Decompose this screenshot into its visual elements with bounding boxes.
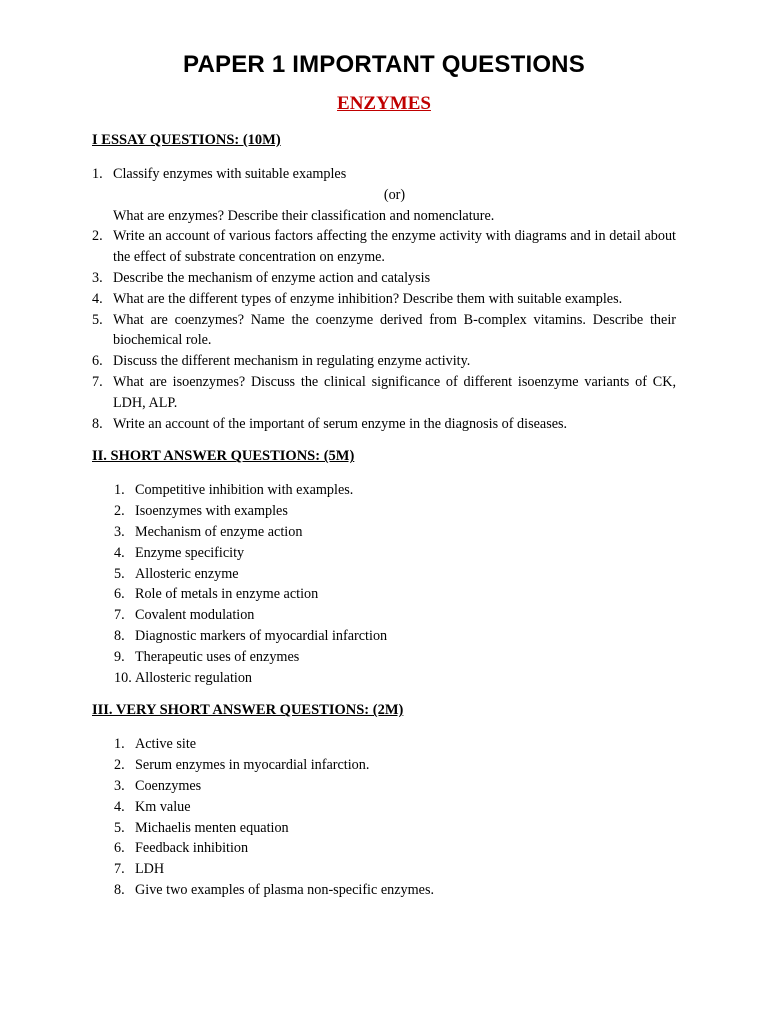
question-number: 4.: [114, 798, 125, 815]
short-answer-question-list: [92, 480, 676, 688]
question-number: 8.: [114, 881, 125, 898]
essay-question: [92, 351, 676, 372]
question-number: 5.: [114, 819, 125, 836]
essay-question: [92, 268, 676, 289]
question-text: Active site: [135, 736, 197, 753]
question-text: Diagnostic markers of myocardial infarction: [135, 627, 388, 644]
question-number: 3.: [114, 777, 125, 794]
question-number: 7.: [114, 607, 125, 624]
question-text: Write an account of the important of serum enzyme in the diagnosis of diseases.: [113, 415, 568, 432]
question-number: 10.: [114, 669, 132, 686]
or-separator: (or): [383, 186, 406, 203]
question-text: Allosteric regulation: [135, 669, 253, 686]
very-short-answer-question: [114, 838, 676, 859]
question-text: Feedback inhibition: [135, 840, 249, 857]
very-short-answer-question: [114, 859, 676, 880]
very-short-answer-section-heading: III. VERY SHORT ANSWER QUESTIONS: (2M): [92, 702, 404, 719]
essay-question: [92, 164, 676, 226]
question-number: 6.: [114, 586, 125, 603]
question-text: Role of metals in enzyme action: [135, 586, 319, 603]
essay-question: [92, 310, 676, 352]
essay-question: [92, 289, 676, 310]
very-short-answer-question-list: [92, 734, 676, 900]
page-subtitle: ENZYMES: [337, 93, 431, 114]
question-number: 7.: [92, 373, 103, 390]
question-number: 5.: [92, 311, 103, 328]
question-number: 3.: [114, 523, 125, 540]
very-short-answer-question: [114, 776, 676, 797]
question-text: Km value: [135, 798, 191, 815]
question-text: Give two examples of plasma non-specific enzymes.: [135, 881, 435, 898]
short-answer-question: [114, 564, 676, 585]
question-number: 4.: [92, 290, 103, 307]
short-answer-question: [114, 626, 676, 647]
question-text: Michaelis menten equation: [135, 819, 289, 836]
very-short-answer-question: [114, 734, 676, 755]
very-short-answer-question: [114, 880, 676, 901]
question-number: 2.: [114, 757, 125, 774]
question-number: 2.: [92, 228, 103, 245]
short-answer-question: [114, 668, 676, 689]
short-answer-question: [114, 501, 676, 522]
short-answer-question: [114, 543, 676, 564]
question-text: Coenzymes: [135, 777, 202, 794]
question-text: What are the different types of enzyme inhibition? Describe them with suitable examples.: [113, 290, 623, 307]
question-number: 9.: [114, 648, 125, 665]
essay-question: [92, 414, 676, 435]
page-title: PAPER 1 IMPORTANT QUESTIONS: [183, 51, 585, 78]
short-answer-question: [114, 522, 676, 543]
question-number: 3.: [92, 269, 103, 286]
question-number: 1.: [92, 166, 103, 182]
question-alternate-text: What are enzymes? Describe their classification and nomenclature.: [113, 207, 495, 224]
essay-question: [92, 226, 676, 268]
question-number: 6.: [114, 840, 125, 857]
question-number: 8.: [114, 627, 125, 644]
question-text: Classify enzymes with suitable examples: [113, 166, 347, 182]
short-answer-section-heading: II. SHORT ANSWER QUESTIONS: (5M): [92, 448, 355, 465]
question-number: 4.: [114, 544, 125, 561]
question-text: Competitive inhibition with examples.: [135, 482, 354, 499]
question-text: Discuss the different mechanism in regulating enzyme activity.: [113, 353, 471, 370]
question-text: Allosteric enzyme: [135, 565, 239, 582]
question-number: 2.: [114, 503, 125, 520]
very-short-answer-question: [114, 818, 676, 839]
question-text: Enzyme specificity: [135, 544, 245, 561]
essay-question-list: [92, 164, 676, 434]
question-text: Isoenzymes with examples: [135, 503, 288, 520]
question-text: Serum enzymes in myocardial infarction.: [135, 757, 370, 774]
question-text: Covalent modulation: [135, 607, 255, 624]
question-text: Therapeutic uses of enzymes: [135, 648, 300, 665]
question-text: Describe the mechanism of enzyme action and catalysis: [113, 269, 431, 286]
short-answer-question: [114, 584, 676, 605]
question-text: What are isoenzymes? Discuss the clinical significance of different isoenzyme variants of CK, LDH, ALP.: [113, 373, 676, 411]
very-short-answer-question: [114, 797, 676, 818]
short-answer-question: [114, 647, 676, 668]
essay-section-heading: I ESSAY QUESTIONS: (10M): [92, 132, 281, 148]
essay-question: [92, 372, 676, 414]
question-number: 1.: [114, 482, 125, 499]
question-number: 7.: [114, 861, 125, 878]
short-answer-question: [114, 480, 676, 501]
short-answer-question: [114, 605, 676, 626]
question-number: 6.: [92, 353, 103, 370]
very-short-answer-question: [114, 755, 676, 776]
question-number: 5.: [114, 565, 125, 582]
question-text: Write an account of various factors affecting the enzyme activity with diagrams and in detail about the effect of substrate concentration on enzyme.: [113, 228, 676, 266]
question-number: 1.: [114, 736, 125, 753]
question-text: What are coenzymes? Name the coenzyme derived from B-complex vitamins. Describe their biochemical role.: [113, 311, 676, 349]
question-text: Mechanism of enzyme action: [135, 523, 303, 540]
question-number: 8.: [92, 415, 103, 432]
question-text: LDH: [135, 861, 165, 878]
